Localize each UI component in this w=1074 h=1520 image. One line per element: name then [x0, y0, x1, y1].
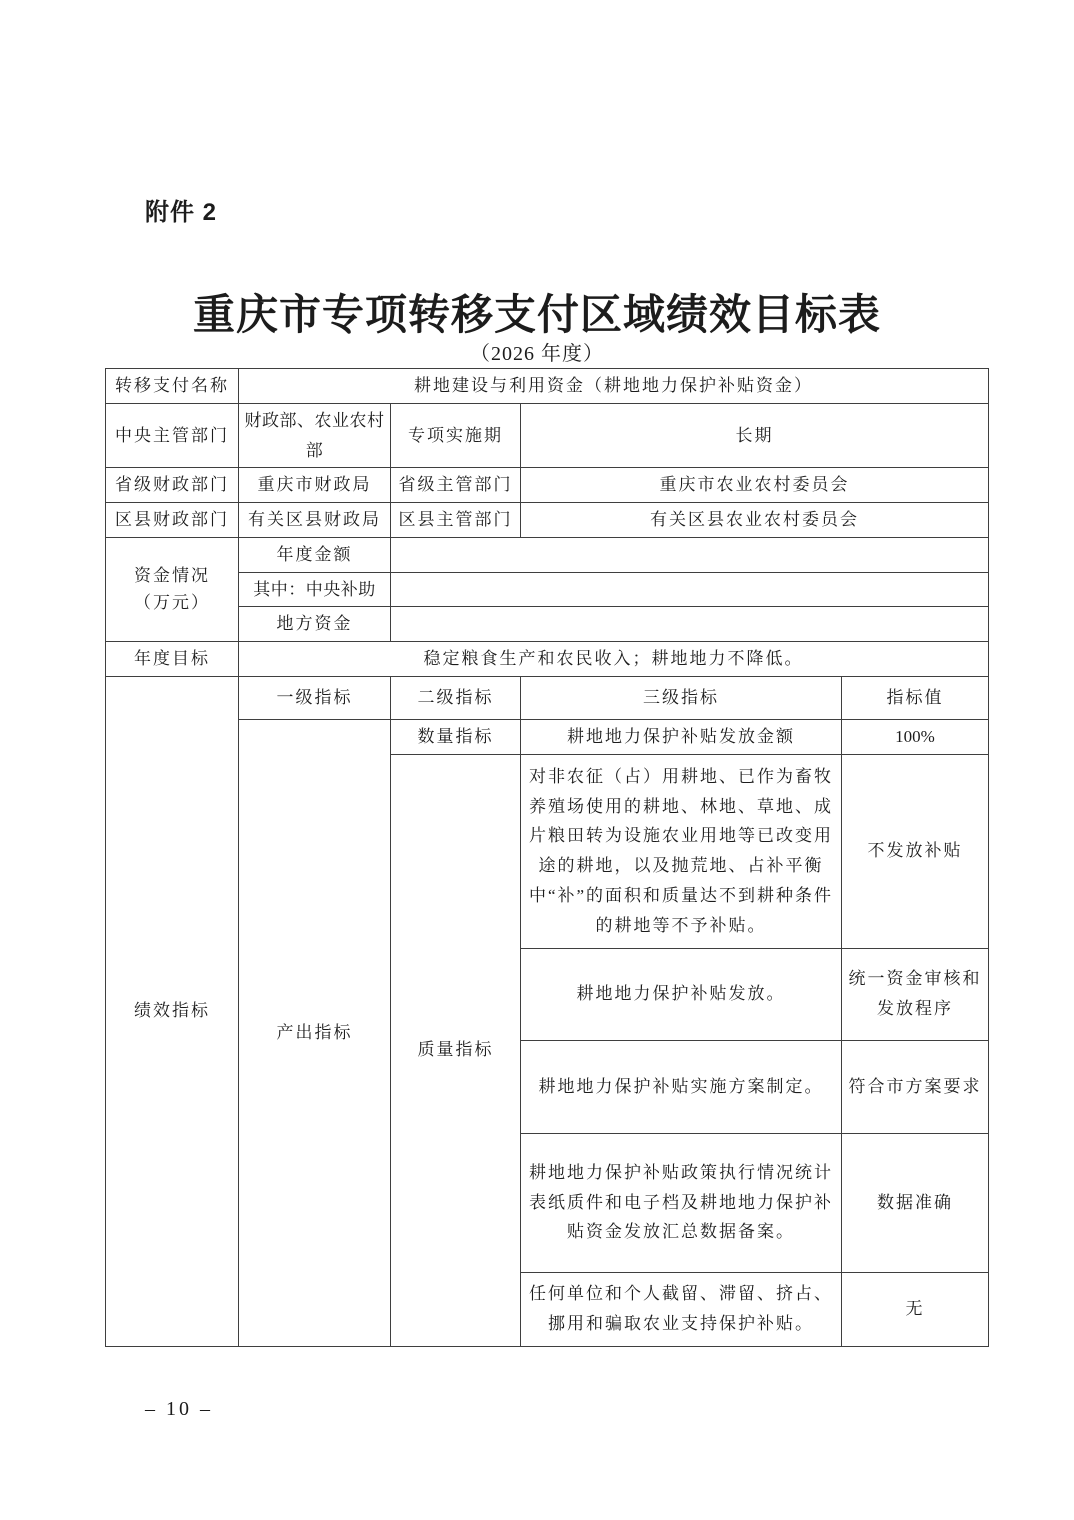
- table-row: [106, 403, 989, 468]
- performance-target-table: [105, 368, 989, 1347]
- table-row: [106, 369, 989, 404]
- performance-section-label: 绩效指标: [106, 676, 239, 1346]
- quantity-indicator-label: 数量指标: [391, 719, 521, 754]
- funding-section-label: [106, 537, 239, 641]
- prov-finance-label: 省级财政部门: [106, 468, 239, 503]
- annual-goal-label: 年度目标: [106, 642, 239, 677]
- quality-indicator-text: 对非农征（占）用耕地、已作为畜牧养殖场使用的耕地、林地、草地、成片粮田转为设施农业用地等已改变用途的耕地，以及抛荒地、占补平衡中“补”的面积和质量达不到耕种条件的耕地等不予补贴。: [521, 754, 842, 948]
- quality-indicator-text: 耕地地力保护补贴政策执行情况统计表纸质件和电子档及耕地地力保护补贴资金发放汇总数据备案。: [521, 1133, 842, 1272]
- quality-indicator-text: 耕地地力保护补贴实施方案制定。: [521, 1040, 842, 1133]
- page-title: 重庆市专项转移支付区域绩效目标表: [192, 293, 881, 339]
- attachment-label: 附件 2: [145, 199, 218, 226]
- county-dept-label: 区县主管部门: [391, 503, 521, 538]
- quality-indicator-value: 符合市方案要求: [842, 1040, 989, 1133]
- table-row: [106, 607, 989, 642]
- header-indicator-value: 指标值: [842, 676, 989, 719]
- header-level3: 三级指标: [521, 676, 842, 719]
- funding-local-funds-label: 地方资金: [239, 607, 391, 642]
- period-label: 专项实施期: [391, 403, 521, 468]
- funding-label-line2: （万元）: [134, 593, 210, 613]
- funding-local-funds-value: [391, 607, 989, 642]
- funding-label-line1: 资金情况: [134, 566, 210, 586]
- quality-indicator-text: 耕地地力保护补贴发放。: [521, 948, 842, 1040]
- quality-indicator-value: 数据准确: [842, 1133, 989, 1272]
- central-dept-label: 中央主管部门: [106, 403, 239, 468]
- quantity-indicator-row: [106, 719, 989, 754]
- county-finance-value: 有关区县财政局: [239, 503, 391, 538]
- prov-finance-value: 重庆市财政局: [239, 468, 391, 503]
- quality-indicator-text: 任何单位和个人截留、滞留、挤占、挪用和骗取农业支持保护补贴。: [521, 1272, 842, 1346]
- table-row: [106, 642, 989, 677]
- header-level2: 二级指标: [391, 676, 521, 719]
- quantity-indicator-value: 100%: [842, 719, 989, 754]
- table-row: [106, 503, 989, 538]
- quality-indicator-label: 质量指标: [391, 754, 521, 1346]
- funding-annual-amount-value: [391, 537, 989, 572]
- page-number: – 10 –: [145, 1398, 213, 1420]
- quality-indicator-value: 不发放补贴: [842, 754, 989, 948]
- transfer-name-label: 转移支付名称: [106, 369, 239, 404]
- county-dept-value: 有关区县农业农村委员会: [521, 503, 989, 538]
- indicator-header-row: [106, 676, 989, 719]
- page-subtitle: （2026 年度）: [470, 343, 604, 365]
- county-finance-label: 区县财政部门: [106, 503, 239, 538]
- quantity-indicator-text: 耕地地力保护补贴发放金额: [521, 719, 842, 754]
- quality-indicator-value: 统一资金审核和发放程序: [842, 948, 989, 1040]
- prov-dept-value: 重庆市农业农村委员会: [521, 468, 989, 503]
- transfer-name-value: 耕地建设与利用资金（耕地地力保护补贴资金）: [239, 369, 989, 404]
- output-indicator-label: 产出指标: [239, 719, 391, 1346]
- header-level1: 一级指标: [239, 676, 391, 719]
- central-dept-value: 财政部、农业农村部: [239, 403, 391, 468]
- table-row: [106, 537, 989, 572]
- table-row: [106, 572, 989, 607]
- funding-annual-amount-label: 年度金额: [239, 537, 391, 572]
- prov-dept-label: 省级主管部门: [391, 468, 521, 503]
- table-row: [106, 468, 989, 503]
- funding-central-subsidy-value: [391, 572, 989, 607]
- annual-goal-value: 稳定粮食生产和农民收入；耕地地力不降低。: [239, 642, 989, 677]
- funding-central-subsidy-label: 其中：中央补助: [239, 572, 391, 607]
- quality-indicator-value: 无: [842, 1272, 989, 1346]
- period-value: 长期: [521, 403, 989, 468]
